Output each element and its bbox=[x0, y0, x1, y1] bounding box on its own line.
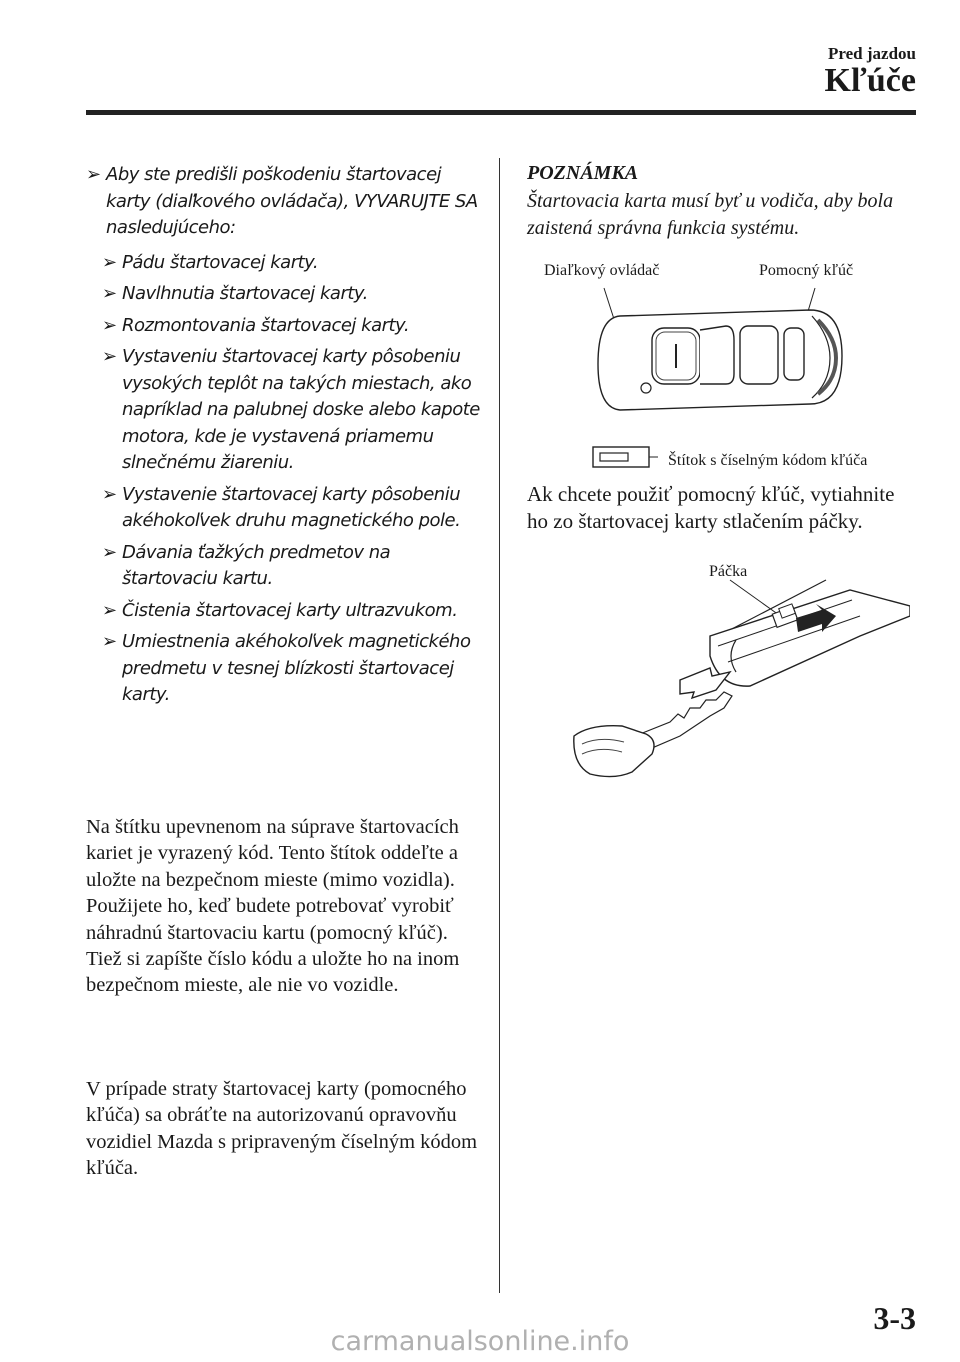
warning-list-item bbox=[102, 629, 481, 709]
warning-intro-text: Aby ste predišli poškodeniu štartovacej karty (diaľkového ovládača), VYVARUJTE SA nasledujúceho: bbox=[106, 164, 478, 238]
page-title: Kľúče bbox=[824, 62, 916, 99]
watermark: carmanualsonline.info bbox=[330, 1326, 630, 1357]
arrow-bullet-icon: ➢ bbox=[102, 314, 117, 336]
warning-list-item bbox=[102, 540, 481, 593]
label-aux-key: Pomocný kľúč bbox=[759, 262, 854, 279]
warning-item-text: Rozmontovania štartovacej karty. bbox=[122, 314, 410, 336]
warning-item-text: Dávania ťažkých predmetov na štartovaciu kartu. bbox=[122, 541, 391, 589]
warning-list-item bbox=[102, 344, 481, 477]
smart-key-card-illustration bbox=[590, 280, 850, 420]
warning-list bbox=[102, 250, 481, 709]
arrow-bullet-icon: ➢ bbox=[102, 483, 117, 505]
label-lever: Páčka bbox=[709, 563, 748, 580]
warning-item-text: Čistenia štartovacej karty ultrazvukom. bbox=[122, 599, 458, 621]
warning-block bbox=[86, 162, 481, 714]
warning-item-text: Umiestnenia akéhokoľvek magnetického predmetu v tesnej blízkosti štartovacej karty. bbox=[122, 631, 471, 705]
warning-item-text: Vystavenie štartovacej karty pôsobeniu akéhokoľvek druhu magnetického pole. bbox=[122, 483, 461, 531]
note-text: Štartovacia karta musí byť u vodiča, aby bola zaistená správna funkcia systému. bbox=[527, 190, 894, 239]
label-code-tag: Štítok s číselným kódom kľúča bbox=[668, 452, 868, 469]
arrow-bullet-icon: ➢ bbox=[102, 283, 117, 304]
aux-key-removal-illustration bbox=[560, 576, 910, 786]
header-rule bbox=[86, 110, 916, 115]
note-heading: POZNÁMKA bbox=[527, 162, 639, 184]
arrow-bullet-icon: ➢ bbox=[86, 164, 101, 185]
label-remote: Diaľkový ovládač bbox=[544, 262, 660, 279]
arrow-bullet-icon: ➢ bbox=[102, 251, 117, 273]
warning-list-item bbox=[102, 482, 481, 535]
arrow-bullet-icon: ➢ bbox=[102, 541, 117, 563]
code-tag-paragraph: Na štítku upevnenom na súprave štartovacích kariet je vyrazený kód. Tento štítok oddeľte a uložte na bezpečnom mieste (mimo vozidla). Použijete ho, keď budete potrebovať vyrobiť náhradnú štartovaciu kartu (pomocný kľúč). Tiež si zapíšte číslo kódu a uložte ho na inom bezpečnom mieste, ale nie vo vozidle. bbox=[86, 816, 460, 997]
warning-list-item bbox=[102, 281, 481, 308]
arrow-bullet-icon: ➢ bbox=[102, 346, 117, 367]
arrow-bullet-icon: ➢ bbox=[102, 631, 117, 652]
warning-list-item bbox=[102, 250, 481, 277]
warning-item-text: Pádu štartovacej karty. bbox=[122, 251, 319, 273]
page-number: 3-3 bbox=[873, 1300, 916, 1336]
instruction-text: Ak chcete použiť pomocný kľúč, vytiahnite ho zo štartovacej karty stlačením páčky. bbox=[527, 482, 895, 533]
warning-item-text: Vystaveniu štartovacej karty pôsobeniu vysokých teplôt na takých miestach, ako napríklad na palubnej doske alebo kapote motora, kde je vystavená priamemu slnečnému žiareniu. bbox=[122, 346, 480, 473]
column-divider bbox=[499, 158, 500, 1293]
section-header: Pred jazdou bbox=[828, 44, 916, 63]
lost-card-paragraph: V prípade straty štartovacej karty (pomocného kľúča) sa obráťte na autorizovanú opravovňu vozidiel Mazda s pripraveným číselným kódom kľúča. bbox=[86, 1078, 478, 1180]
code-tag-icon bbox=[590, 444, 660, 470]
warning-item-text: Navlhnutia štartovacej karty. bbox=[122, 283, 368, 304]
warning-list-item bbox=[102, 313, 481, 340]
arrow-bullet-icon: ➢ bbox=[102, 599, 117, 621]
warning-intro bbox=[86, 162, 481, 242]
warning-list-item bbox=[102, 598, 481, 625]
